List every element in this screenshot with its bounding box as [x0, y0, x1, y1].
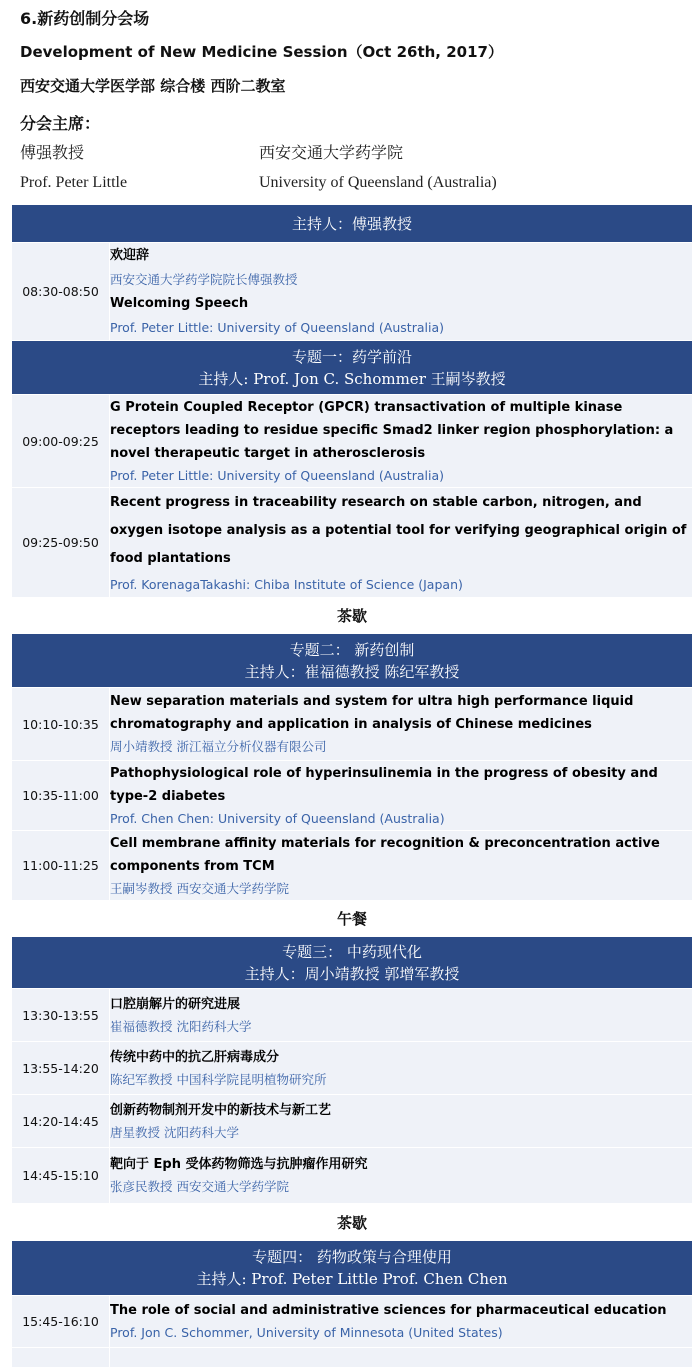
chairs-label: 分会主席： — [20, 114, 101, 133]
section-header-line: 主持人: Prof. Peter Little Prof. Chen Chen — [196, 1270, 508, 1288]
talk-speaker: 陈纪军教授 中国科学院昆明植物研究所 — [110, 1071, 327, 1087]
break-label: 茶歇 — [12, 1204, 693, 1241]
talk-title: 创新药物制剂开发中的新技术与新工艺 — [110, 1102, 332, 1118]
break-row — [12, 901, 693, 937]
section-header — [12, 937, 693, 989]
talk-time: 10:35-11:00 — [12, 761, 110, 831]
talk-speaker: 周小靖教授 浙江福立分析仪器有限公司 — [110, 739, 327, 754]
talk-row — [12, 243, 693, 341]
section-header-line: 专题四： 药物政策与合理使用 — [252, 1248, 452, 1266]
talk-time: 13:55-14:20 — [12, 1042, 110, 1095]
talk-time: 08:30-08:50 — [12, 243, 110, 341]
talk-time: 09:00-09:25 — [12, 395, 110, 488]
talk-speaker: Prof. KorenagaTakashi: Chiba Institute of Science (Japan) — [110, 576, 463, 592]
section-header-line: 专题一：药学前沿 — [292, 347, 413, 366]
talk-title: Welcoming Speech — [110, 295, 249, 311]
talk-time: 11:00-11:25 — [12, 831, 110, 901]
talk-title: 欢迎辞 — [110, 247, 150, 263]
talk-row — [12, 761, 693, 831]
chair-name: Prof. Peter Little — [20, 174, 128, 191]
talk-time: 14:45-15:10 — [12, 1148, 110, 1204]
section-header — [12, 205, 693, 243]
venue: 西安交通大学医学部 综合楼 西阶二教室 — [20, 77, 286, 95]
talk-time: 13:30-13:55 — [12, 989, 110, 1042]
talk-title: G Protein Coupled Receptor (GPCR) transactivation of multiple kinase receptors leading to residue specific Smad2 linker region phosphorylation: a novel therapeutic target in atherosclerosis — [110, 399, 674, 461]
chair-affiliation: 西安交通大学药学院 — [259, 145, 404, 162]
talk-title: Pathophysiological role of hyperinsulinemia in the progress of obesity and type-2 diabetes — [110, 765, 658, 804]
talk-time: 09:25-09:50 — [12, 488, 110, 598]
talk-row — [12, 395, 693, 488]
talk-speaker: 崔福德教授 沈阳药科大学 — [110, 1018, 252, 1034]
section-header — [12, 1241, 693, 1296]
break-row — [12, 598, 693, 634]
chair-affiliation: University of Queensland (Australia) — [259, 174, 497, 191]
talk-row — [12, 1348, 693, 1368]
talk-speaker: 唐星教授 沈阳药科大学 — [110, 1124, 239, 1140]
talk-title: New separation materials and system for ultra high performance liquid chromatography and application in analysis of Chinese medicines — [110, 694, 634, 732]
section-header-line: 主持人：周小靖教授 郭增军教授 — [244, 964, 460, 983]
section-header-line: 主持人: Prof. Jon C. Schommer 王嗣岑教授 — [198, 369, 506, 388]
talk-title: 传统中药中的抗乙肝病毒成分 — [110, 1049, 280, 1065]
talk-speaker: Prof. Jon C. Schommer, University of Minnesota (United States) — [110, 1325, 503, 1340]
break-label: 午餐 — [12, 901, 693, 937]
talk-speaker: 王嗣岑教授 西安交通大学药学院 — [110, 880, 289, 896]
talk-time: 15:45-16:10 — [12, 1296, 110, 1348]
talk-row — [12, 1095, 693, 1148]
talk-row — [12, 688, 693, 761]
talk-title: Recent progress in traceability research on stable carbon, nitrogen, and oxygen isotope analysis as a potential tool for verifying geographical origin of food plantations — [110, 494, 687, 566]
section-header-line: 专题二： 新药创制 — [289, 640, 415, 659]
talk-speaker: 西安交通大学药学院院长傅强教授 — [110, 271, 298, 287]
section-header-line: 主持人：崔福德教授 陈纪军教授 — [244, 662, 460, 681]
section-header — [12, 341, 693, 395]
talk-row — [12, 1148, 693, 1204]
session-title-en: Development of New Medicine Session（Oct 26th, 2017） — [20, 43, 503, 61]
schedule-table — [11, 204, 693, 1368]
break-label: 茶歇 — [12, 598, 693, 634]
break-row — [12, 1204, 693, 1241]
talk-title: 靶向于 Eph 受体药物筛选与抗肿瘤作用研究 — [110, 1157, 368, 1172]
talk-title: The role of social and administrative sciences for pharmaceutical education — [110, 1303, 667, 1318]
talk-time: 14:20-14:45 — [12, 1095, 110, 1148]
talk-row — [12, 1042, 693, 1095]
talk-time: 10:10-10:35 — [12, 688, 110, 761]
talk-row — [12, 1296, 693, 1348]
section-header-line: 专题三： 中药现代化 — [282, 942, 422, 961]
talk-row — [12, 488, 693, 598]
section-header — [12, 634, 693, 688]
talk-row — [12, 831, 693, 901]
talk-title: Cell membrane affinity materials for recognition & preconcentration active components from TCM — [110, 835, 660, 874]
talk-row — [12, 989, 693, 1042]
talk-speaker: Prof. Peter Little: University of Queensland (Australia) — [110, 467, 444, 483]
talk-title: 口腔崩解片的研究进展 — [110, 996, 241, 1012]
talk-speaker: 张彦民教授 西安交通大学药学院 — [110, 1179, 289, 1194]
session-title: 6.新药创制分会场 — [20, 9, 150, 28]
talk-speaker: Prof. Chen Chen: University of Queensland (Australia) — [110, 810, 445, 826]
section-header-line: 主持人：傅强教授 — [292, 214, 413, 233]
talk-speaker: Prof. Peter Little: University of Queensland (Australia) — [110, 319, 444, 335]
chair-name: 傅强教授 — [20, 145, 85, 162]
